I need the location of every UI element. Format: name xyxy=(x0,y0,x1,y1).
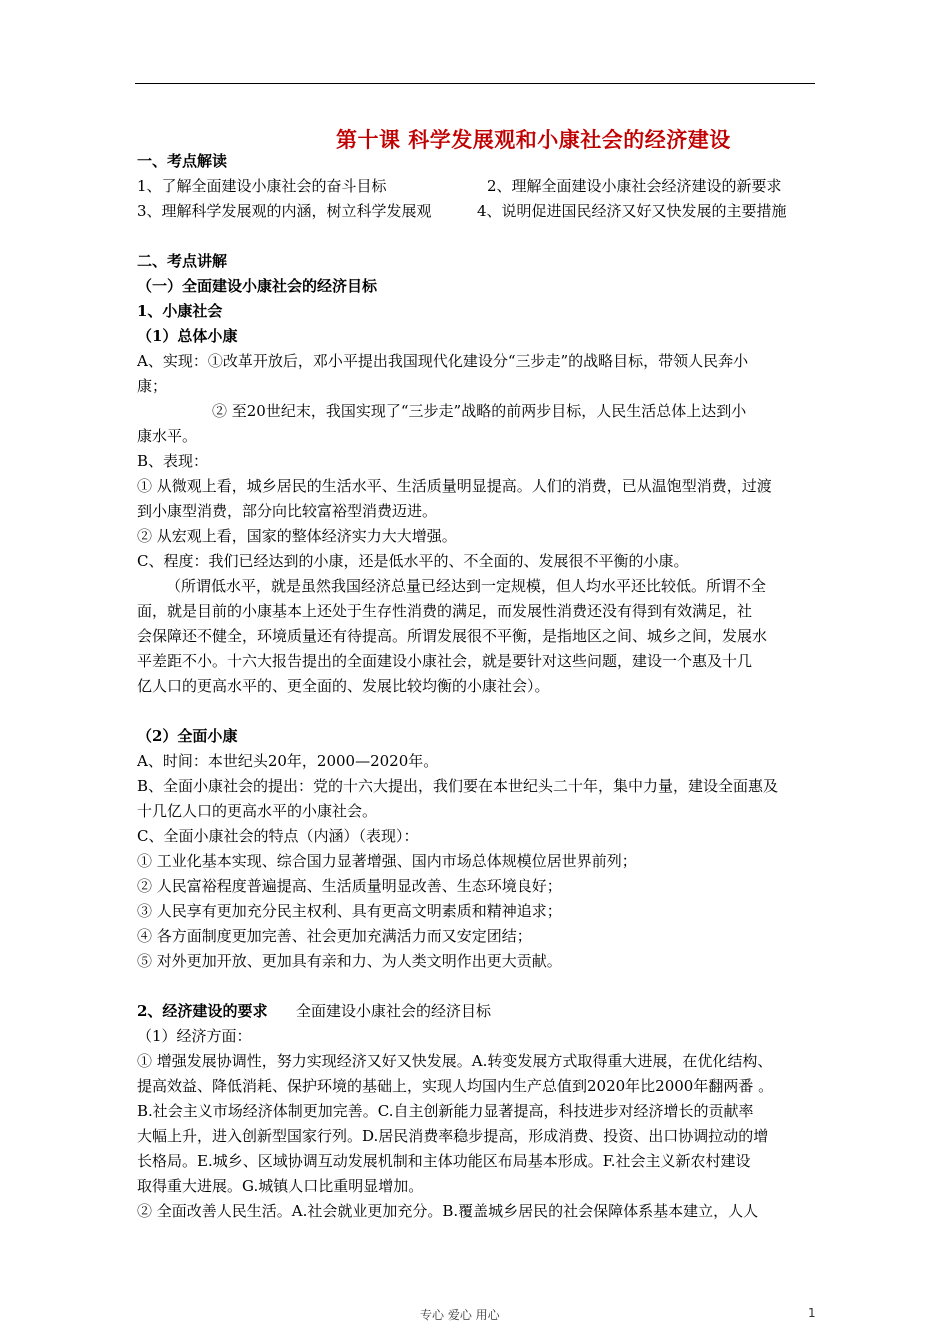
list-item: ④ 各方面制度更加完善、社会更加充满活力而又安定团结； xyxy=(137,927,532,945)
topic-heading-2-tail: 全面建设小康社会的经济目标 xyxy=(296,1002,492,1020)
paragraph-line: C、程度：我们已经达到的小康，还是低水平的、不全面的、发展很不平衡的小康。 xyxy=(137,552,689,570)
header-rule xyxy=(135,83,815,84)
paragraph-line: 十几亿人口的更高水平的小康社会。 xyxy=(137,802,378,820)
paragraph-line: （所谓低水平，就是虽然我国经济总量已经达到一定规模，但人均水平还比较低。所谓不全 xyxy=(166,577,767,595)
paragraph-line: 取得重大进展。G.城镇人口比重明显增加。 xyxy=(137,1177,424,1195)
objective-2: 2、理解全面建设小康社会经济建设的新要求 xyxy=(487,177,782,195)
page-title: 第十课 科学发展观和小康社会的经济建设 xyxy=(336,127,731,152)
paragraph-line: 提高效益、降低消耗、保护环境的基础上，实现人均国内生产总值到2020年比2000年翻两番 。 xyxy=(137,1077,774,1095)
list-item: ② 人民富裕程度普遍提高、生活质量明显改善、生态环境良好； xyxy=(137,877,562,895)
paragraph-line: 康； xyxy=(137,377,168,395)
topic-heading-2: 2、经济建设的要求 xyxy=(137,1002,268,1020)
list-item: ⑤ 对外更加开放、更加具有亲和力、为人类文明作出更大贡献。 xyxy=(137,952,562,970)
page-number: 1 xyxy=(808,1306,816,1320)
list-item: ③ 人民享有更加充分民主权利、具有更高文明素质和精神追求； xyxy=(137,902,562,920)
paragraph-line: 面，就是目前的小康基本上还处于生存性消费的满足，而发展性消费还没有得到有效满足，社 xyxy=(137,602,753,620)
topic-heading-1-1: （1）总体小康 xyxy=(137,327,238,345)
subsection-heading: （一）全面建设小康社会的经济目标 xyxy=(137,277,378,295)
paragraph-line: 平差距不小。十六大报告提出的全面建设小康社会，就是要针对这些问题，建设一个惠及十几 xyxy=(137,652,753,670)
section-heading-1: 一、考点解读 xyxy=(137,152,228,170)
objective-3: 3、理解科学发展观的内涵，树立科学发展观 xyxy=(137,202,432,220)
paragraph-line: 亿人口的更高水平的、更全面的、发展比较均衡的小康社会）。 xyxy=(137,677,550,695)
paragraph-line: ② 至20世纪末，我国实现了“三步走”战略的前两步目标，人民生活总体上达到小 xyxy=(212,402,747,420)
page-footer: 专心 爱心 用心 xyxy=(420,1308,500,1322)
paragraph-line: ② 全面改善人民生活。A.社会就业更加充分。B.覆盖城乡居民的社会保障体系基本建立，人人 xyxy=(137,1202,759,1220)
paragraph-line: （1）经济方面： xyxy=(137,1027,252,1045)
paragraph-line: A、时间：本世纪头20年，2000—2020年。 xyxy=(137,752,439,770)
paragraph-line: 长格局。E.城乡、区域协调互动发展机制和主体功能区布局基本形成。F.社会主义新农村建设 xyxy=(137,1152,751,1170)
paragraph-line: ① 从微观上看，城乡居民的生活水平、生活质量明显提高。人们的消费，已从温饱型消费，过渡 xyxy=(137,477,772,495)
section-heading-2: 二、考点讲解 xyxy=(137,252,228,270)
paragraph-line: B.社会主义市场经济体制更加完善。C.自主创新能力显著提高，科技进步对经济增长的贡献率 xyxy=(137,1102,754,1120)
paragraph-line: 康水平。 xyxy=(137,427,198,445)
topic-heading-1-2: （2）全面小康 xyxy=(137,727,238,745)
list-item: ① 工业化基本实现、综合国力显著增强、国内市场总体规模位居世界前列； xyxy=(137,852,637,870)
paragraph-line: ① 增强发展协调性，努力实现经济又好又快发展。A.转变发展方式取得重大进展，在优化结构、 xyxy=(137,1052,773,1070)
paragraph-line: ② 从宏观上看，国家的整体经济实力大大增强。 xyxy=(137,527,457,545)
paragraph-line: A、实现：①改革开放后，邓小平提出我国现代化建设分“三步走”的战略目标，带领人民奔小 xyxy=(137,352,749,370)
objective-4: 4、说明促进国民经济又好又快发展的主要措施 xyxy=(477,202,787,220)
paragraph-line: B、全面小康社会的提出：党的十六大提出，我们要在本世纪头二十年，集中力量，建设全面惠及 xyxy=(137,777,779,795)
paragraph-line: C、全面小康社会的特点（内涵）（表现）： xyxy=(137,827,419,845)
paragraph-line: 大幅上升，进入创新型国家行列。D.居民消费率稳步提高，形成消费、投资、出口协调拉动的增 xyxy=(137,1127,769,1145)
objective-1: 1、了解全面建设小康社会的奋斗目标 xyxy=(137,177,387,195)
topic-heading-1: 1、小康社会 xyxy=(137,302,223,320)
paragraph-line: 会保障还不健全，环境质量还有待提高。所谓发展很不平衡，是指地区之间、城乡之间，发展水 xyxy=(137,627,768,645)
paragraph-line: 到小康型消费，部分向比较富裕型消费迈进。 xyxy=(137,502,438,520)
paragraph-line: B、表现： xyxy=(137,452,209,470)
